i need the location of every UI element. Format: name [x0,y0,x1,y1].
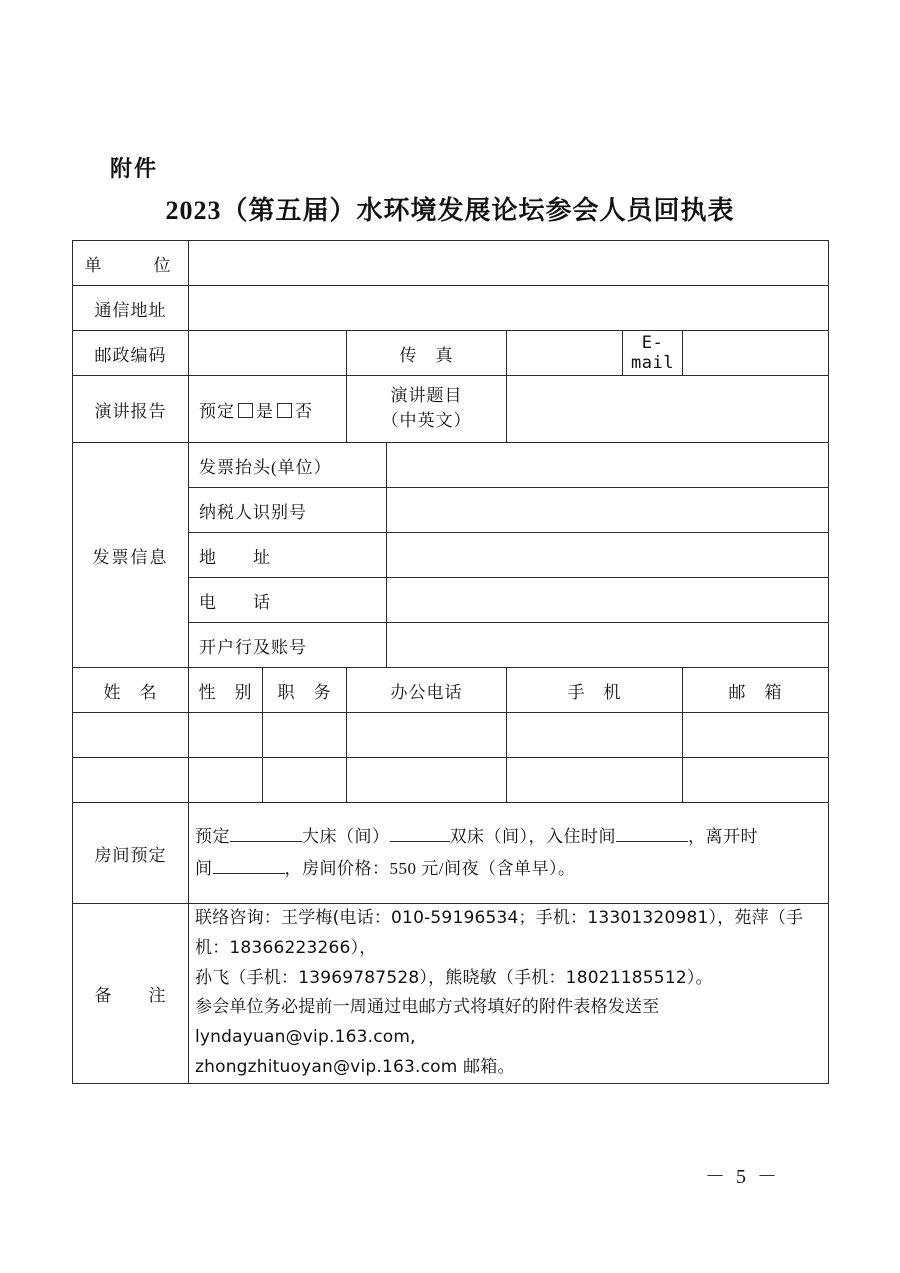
unit-value[interactable] [189,241,829,286]
room-booking-text[interactable] [189,803,829,904]
table-row-postcode-fax-email [73,331,829,376]
person-name-label: 姓 名 [73,668,189,713]
notes-line-3: 参会单位务必提前一周通过电邮方式将填好的附件表格发送至 lyndayuan@vip.163.com, [195,997,660,1047]
table-row-speech [73,376,829,443]
notes-label: 备 注 [73,904,189,1084]
postcode-value[interactable] [189,331,347,376]
notes-line-2: 孙飞（手机：13969787528），熊晓敏（手机：18021185512）。 [195,967,713,988]
email-value[interactable] [683,331,829,376]
speech-report-label: 演讲报告 [73,376,189,443]
speech-reserve-text: 预定 [199,401,235,421]
person-2-name[interactable] [73,758,189,803]
notes-line-1: 联络咨询：王学梅(电话：010-59196534；手机：13301320981），苑萍（手机：18366223266）， [195,908,804,958]
fax-label: 传 真 [347,331,507,376]
person-office-phone-label: 办公电话 [347,668,507,713]
room-blank-checkout[interactable] [213,858,285,874]
person-1-mailbox[interactable] [683,713,829,758]
room-blank-checkin[interactable] [616,826,688,842]
person-2-gender[interactable] [189,758,263,803]
person-1-gender[interactable] [189,713,263,758]
room-text-part1: 预定 [195,826,230,846]
table-row-address [73,286,829,331]
table-row-notes [73,904,829,1084]
speech-title-value[interactable] [507,376,829,443]
person-2-office-phone[interactable] [347,758,507,803]
invoice-info-label: 发票信息 [73,443,189,668]
room-blank-king[interactable] [230,826,302,842]
room-text-part4: ，离开时 [688,826,758,846]
person-position-label: 职 务 [263,668,347,713]
invoice-phone-label: 电 话 [189,578,387,623]
person-2-mailbox[interactable] [683,758,829,803]
person-1-mobile[interactable] [507,713,683,758]
invoice-title-value[interactable] [387,443,829,488]
person-mailbox-label: 邮 箱 [683,668,829,713]
speech-reserve-yes-label: 是 [256,401,274,421]
table-row-room-booking [73,803,829,904]
checkbox-no[interactable] [277,403,292,418]
attachment-label: 附件 [110,156,159,181]
room-text-part3: 双床（间），入住时间 [449,826,616,846]
checkbox-yes[interactable] [238,403,253,418]
invoice-phone-value[interactable] [387,578,829,623]
table-row-person-2 [73,758,829,803]
room-blank-twin[interactable] [390,826,450,842]
speech-title-label-line2: （中英文） [381,411,472,430]
invoice-title-label: 发票抬头(单位） [189,443,387,488]
invoice-address-value[interactable] [387,533,829,578]
room-booking-label: 房间预定 [73,803,189,904]
room-text-part6: ，房间价格：550 元/间夜（含单早）。 [284,859,576,878]
page-title: 2023（第五届）水环境发展论坛参会人员回执表 [165,196,735,225]
address-value[interactable] [189,286,829,331]
invoice-bank-value[interactable] [387,623,829,668]
invoice-bank-label: 开户行及账号 [189,623,387,668]
speech-title-label [347,376,507,443]
invoice-taxid-label: 纳税人识别号 [189,488,387,533]
table-row-person-header [73,668,829,713]
invoice-address-label: 地 址 [189,533,387,578]
page-number: － 5 － [705,1166,780,1188]
person-mobile-label: 手 机 [507,668,683,713]
person-1-name[interactable] [73,713,189,758]
table-row-unit [73,241,829,286]
person-gender-label: 性 别 [189,668,263,713]
speech-reserve-cell[interactable] [189,376,347,443]
unit-label: 单 位 [73,241,189,286]
notes-line-4: zhongzhituoyan@vip.163.com 邮箱。 [195,1056,515,1077]
speech-title-label-line1: 演讲题目 [390,386,463,406]
person-2-mobile[interactable] [507,758,683,803]
fax-value[interactable] [507,331,623,376]
room-text-part5: 间 [195,859,213,878]
room-text-part2: 大床（间） [302,826,390,846]
postcode-label: 邮政编码 [73,331,189,376]
email-label: E-mail [623,331,683,376]
table-row-person-1 [73,713,829,758]
invoice-taxid-value[interactable] [387,488,829,533]
person-1-office-phone[interactable] [347,713,507,758]
person-2-position[interactable] [263,758,347,803]
table-row-invoice-title [73,443,829,488]
address-label: 通信地址 [73,286,189,331]
speech-reserve-no-label: 否 [295,401,313,421]
notes-content [189,904,829,1084]
registration-form-table [72,240,829,1084]
person-1-position[interactable] [263,713,347,758]
